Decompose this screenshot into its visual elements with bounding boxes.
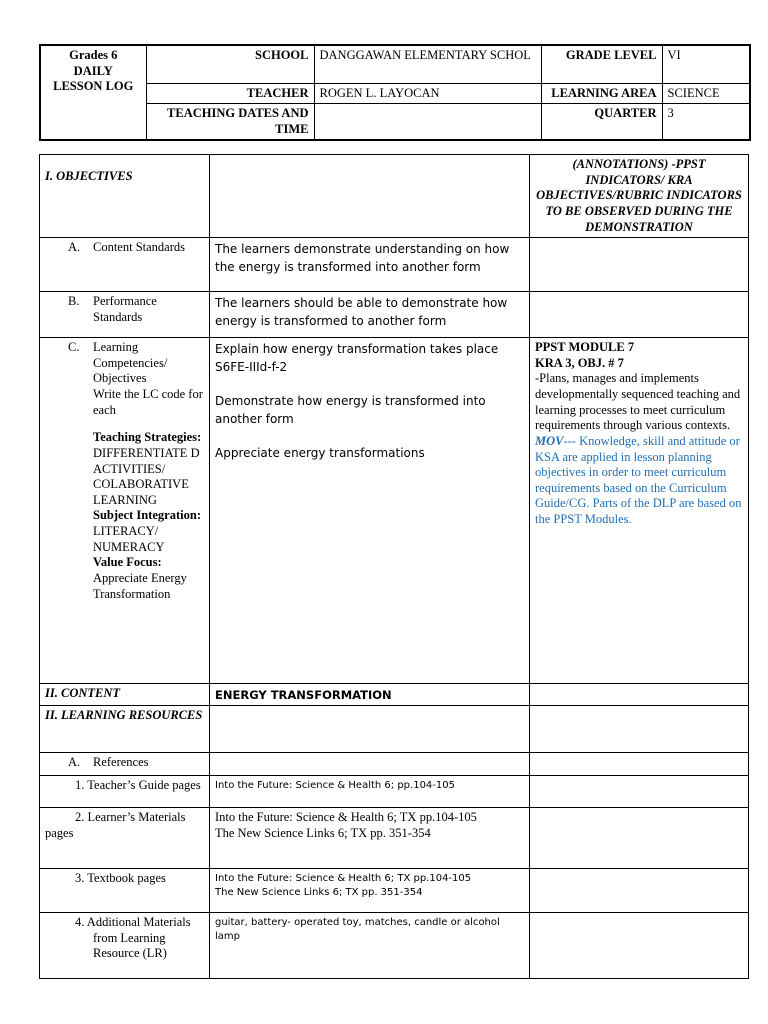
content-row — [40, 684, 749, 706]
quarter-label: QUARTER — [541, 104, 662, 141]
content-standards-cell — [40, 238, 210, 292]
learners-materials-cell — [210, 808, 530, 869]
learning-competencies-cell — [40, 338, 210, 684]
performance-standards-cell — [40, 292, 210, 338]
lc-letter: C. — [68, 340, 80, 355]
additional-materials-row — [40, 913, 749, 979]
ppst-title: PPST MODULE 7 — [535, 340, 635, 355]
learning-resources-row — [40, 706, 749, 753]
dates-value — [314, 104, 541, 141]
mov-paragraph — [535, 434, 743, 528]
learners-materials-annotation-empty — [530, 808, 749, 869]
textbook-row — [40, 869, 749, 913]
ppst-annotation-cell — [530, 338, 749, 684]
additional-materials-value: guitar, battery- operated toy, matches, candle or alcohol lamp — [210, 913, 530, 979]
performance-label: Performance Standards — [93, 294, 157, 324]
lc-label: Learning Competencies/ Objectives — [93, 340, 168, 386]
content-annotation-empty — [530, 238, 749, 292]
learners-materials-label: 2. Learner’s Materials pages — [40, 808, 210, 869]
learning-competencies-row — [40, 338, 749, 684]
value-focus-title: Value Focus: — [93, 555, 162, 570]
learners-materials-value2: The New Science Links 6; TX pp. 351-354 — [215, 825, 431, 840]
teachers-guide-row — [40, 776, 749, 808]
performance-standards-row — [40, 292, 749, 338]
performance-letter: B. — [68, 294, 80, 309]
mov-label: MOV — [535, 433, 564, 448]
grade-level-value: VI — [662, 45, 750, 83]
objectives-empty — [210, 155, 530, 238]
lc-objective-3: Appreciate energy transformations — [215, 446, 425, 461]
additional-materials-label: 4. Additional Materials from Learning Resource (LR) — [40, 913, 210, 979]
subject-integration-value: LITERACY/ NUMERACY — [93, 524, 165, 554]
textbook-label: 3. Textbook pages — [40, 869, 210, 913]
content-standards-row — [40, 238, 749, 292]
content-value: ENERGY TRANSFORMATION — [210, 684, 530, 706]
ppst-description: -Plans, manages and implements developmentally sequenced teaching and learning processes to meet curriculum requirements through various contexts. — [535, 371, 741, 433]
annotations-header: (ANNOTATIONS) -PPST INDICATORS/ KRA OBJECTIVES/RUBRIC INDICATORS TO BE OBSERVED DURING THE DEMONSTRATION — [530, 155, 749, 238]
references-label: References — [93, 755, 149, 770]
grade-level-label: GRADE LEVEL — [541, 45, 662, 83]
header-table — [39, 44, 751, 141]
content-standards-text: The learners demonstrate understanding on how the energy is transformed into another form — [210, 238, 530, 292]
school-value: DANGGAWAN ELEMENTARY SCHOL — [314, 45, 541, 83]
teacher-label: TEACHER — [146, 83, 314, 104]
grades-line1: Grades 6 — [69, 48, 118, 62]
lc-objective-1: Explain how energy transformation takes place S6FE-IIId-f-2 — [215, 342, 499, 375]
subject-integration-title: Subject Integration: — [93, 508, 201, 523]
content-letter: A. — [68, 240, 81, 255]
textbook-annotation-empty — [530, 869, 749, 913]
references-empty — [210, 753, 530, 776]
grades-line2: DAILY — [73, 63, 113, 78]
mov-text: --- Knowledge, skill and attitude or KSA are applied in lesson planning objectives in order to meet curriculum requirements based on the Curriculum Guide/CG. Parts of the DLP are based on the PPST Modules. — [535, 433, 742, 526]
teachers-guide-annotation-empty — [530, 776, 749, 808]
learning-area-value: SCIENCE — [662, 83, 750, 104]
references-cell — [40, 753, 210, 776]
content-heading: II. CONTENT — [40, 684, 210, 706]
lesson-log-table — [39, 154, 749, 979]
objectives-row — [40, 155, 749, 238]
learning-resources-empty — [210, 706, 530, 753]
school-label: SCHOOL — [146, 45, 314, 83]
learners-materials-value1: Into the Future: Science & Health 6; TX pp.104-105 — [215, 810, 477, 825]
lc-label2: Write the LC code for each — [93, 387, 203, 417]
additional-materials-annotation-empty — [530, 913, 749, 979]
learners-materials-row — [40, 808, 749, 869]
teaching-strategies-title: Teaching Strategies: — [93, 430, 202, 445]
teaching-strategies-value: DIFFERENTIATE D ACTIVITIES/ COLABORATIVE LEARNING — [93, 445, 200, 507]
references-letter: A. — [68, 755, 81, 770]
quarter-value: 3 — [662, 104, 750, 141]
textbook-cell — [210, 869, 530, 913]
learning-resources-heading: II. LEARNING RESOURCES — [40, 706, 210, 753]
learning-resources-annotation-empty — [530, 706, 749, 753]
dates-label: TEACHING DATES AND TIME — [146, 104, 314, 141]
textbook-value1: Into the Future: Science & Health 6; TX pp.104-105 — [215, 873, 472, 885]
kra-line: KRA 3, OBJ. # 7 — [535, 355, 624, 370]
content-label: Content Standards — [93, 240, 186, 255]
learning-area-label: LEARNING AREA — [541, 83, 662, 104]
lc-objective-2: Demonstrate how energy is transformed into another form — [215, 394, 486, 427]
performance-annotation-empty — [530, 292, 749, 338]
textbook-value2: The New Science Links 6; TX pp. 351-354 — [215, 887, 423, 899]
objectives-heading: I. OBJECTIVES — [40, 155, 210, 238]
content-annotation-empty — [530, 684, 749, 706]
performance-standards-text: The learners should be able to demonstrate how energy is transformed to another form — [210, 292, 530, 338]
grades-cell — [40, 45, 146, 140]
teachers-guide-label: 1. Teacher’s Guide pages — [40, 776, 210, 808]
teacher-value: ROGEN L. LAYOCAN — [314, 83, 541, 104]
value-focus-value: Appreciate Energy Transformation — [93, 570, 187, 601]
references-annotation-empty — [530, 753, 749, 776]
teachers-guide-value: Into the Future: Science & Health 6; pp.104-105 — [210, 776, 530, 808]
references-row — [40, 753, 749, 776]
lc-objectives-cell — [210, 338, 530, 684]
grades-line3: LESSON LOG — [53, 79, 134, 94]
